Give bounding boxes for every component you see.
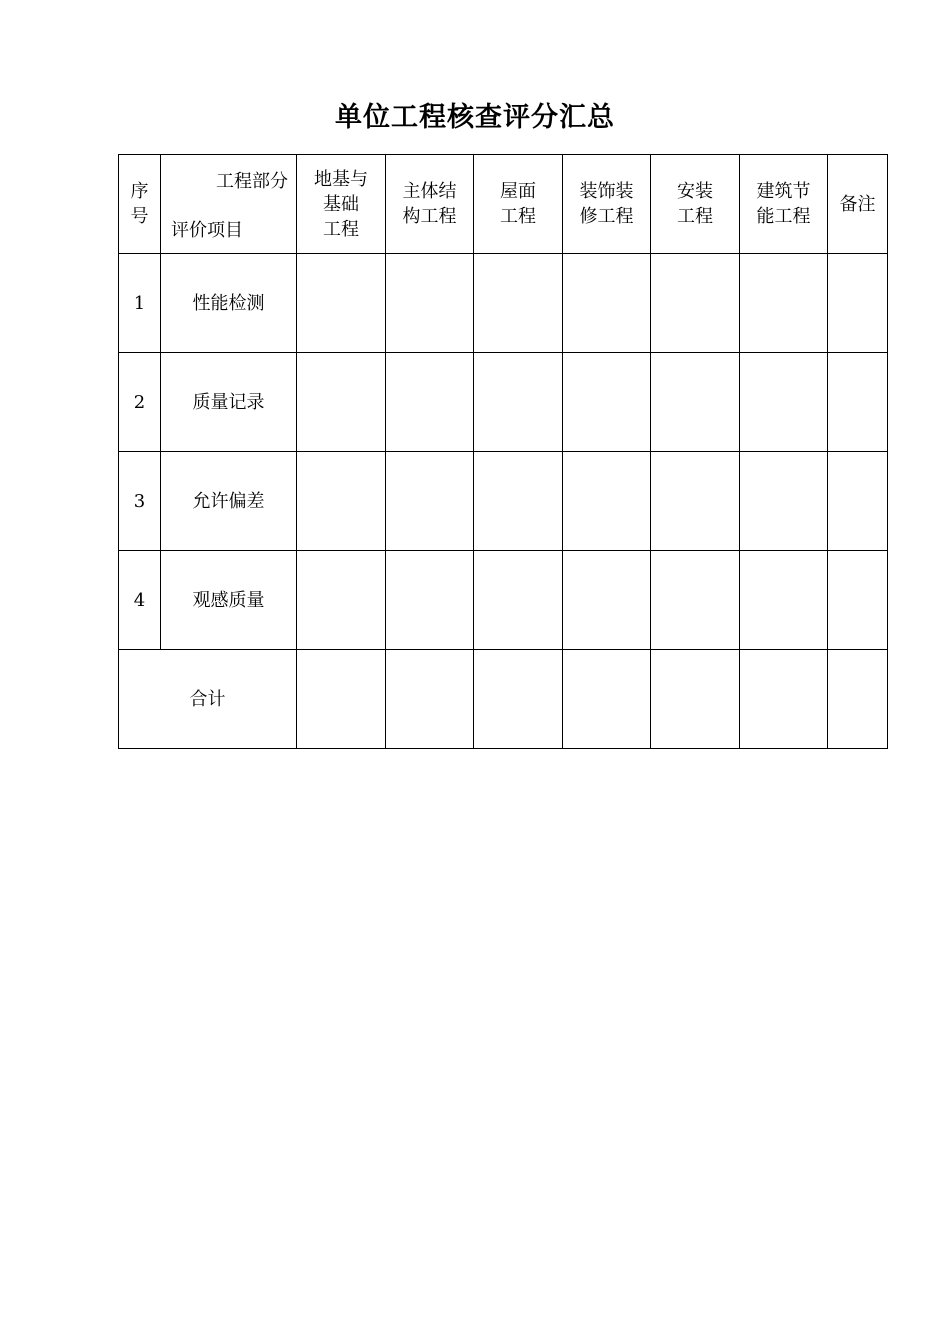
score-cell[interactable] bbox=[297, 452, 386, 551]
table-header-row bbox=[119, 155, 888, 254]
score-cell[interactable] bbox=[386, 452, 474, 551]
remark-cell[interactable] bbox=[828, 353, 888, 452]
total-cell[interactable] bbox=[386, 650, 474, 749]
page-title: 单位工程核查评分汇总 bbox=[335, 102, 615, 133]
score-cell[interactable] bbox=[563, 452, 651, 551]
column-header: 备注 bbox=[828, 155, 888, 254]
score-cell[interactable] bbox=[474, 452, 563, 551]
total-cell[interactable] bbox=[563, 650, 651, 749]
column-header: 装饰装 修工程 bbox=[563, 155, 651, 254]
score-cell[interactable] bbox=[386, 254, 474, 353]
column-header: 安装 工程 bbox=[651, 155, 740, 254]
total-remark-cell[interactable] bbox=[828, 650, 888, 749]
column-header: 建筑节 能工程 bbox=[740, 155, 828, 254]
remark-cell[interactable] bbox=[828, 254, 888, 353]
column-header: 主体结 构工程 bbox=[386, 155, 474, 254]
score-cell[interactable] bbox=[474, 254, 563, 353]
seq-header: 序 号 bbox=[119, 155, 161, 254]
score-summary-table bbox=[118, 154, 888, 749]
row-item: 性能检测 bbox=[161, 254, 297, 353]
score-cell[interactable] bbox=[297, 551, 386, 650]
column-header: 地基与 基础 工程 bbox=[297, 155, 386, 254]
row-item: 允许偏差 bbox=[161, 452, 297, 551]
table-row bbox=[119, 551, 888, 650]
score-cell[interactable] bbox=[651, 452, 740, 551]
score-cell[interactable] bbox=[474, 353, 563, 452]
score-cell[interactable] bbox=[740, 254, 828, 353]
row-number: 4 bbox=[119, 551, 161, 650]
total-cell[interactable] bbox=[297, 650, 386, 749]
table-row bbox=[119, 353, 888, 452]
score-cell[interactable] bbox=[740, 551, 828, 650]
remark-cell[interactable] bbox=[828, 452, 888, 551]
score-cell[interactable] bbox=[651, 353, 740, 452]
row-number: 2 bbox=[119, 353, 161, 452]
row-item: 观感质量 bbox=[161, 551, 297, 650]
score-cell[interactable] bbox=[563, 551, 651, 650]
score-cell[interactable] bbox=[651, 254, 740, 353]
diag-header-bottom: 评价项目 bbox=[171, 220, 243, 241]
total-label: 合计 bbox=[119, 650, 297, 749]
score-cell[interactable] bbox=[386, 551, 474, 650]
score-cell[interactable] bbox=[386, 353, 474, 452]
score-cell[interactable] bbox=[563, 353, 651, 452]
diagonal-header-cell bbox=[161, 155, 297, 254]
score-cell[interactable] bbox=[297, 353, 386, 452]
row-item: 质量记录 bbox=[161, 353, 297, 452]
score-cell[interactable] bbox=[740, 353, 828, 452]
table-row bbox=[119, 254, 888, 353]
score-cell[interactable] bbox=[474, 551, 563, 650]
column-header: 屋面 工程 bbox=[474, 155, 563, 254]
row-number: 1 bbox=[119, 254, 161, 353]
remark-cell[interactable] bbox=[828, 551, 888, 650]
total-cell[interactable] bbox=[474, 650, 563, 749]
score-cell[interactable] bbox=[740, 452, 828, 551]
total-cell[interactable] bbox=[740, 650, 828, 749]
score-cell[interactable] bbox=[297, 254, 386, 353]
score-cell[interactable] bbox=[563, 254, 651, 353]
table-row bbox=[119, 452, 888, 551]
total-cell[interactable] bbox=[651, 650, 740, 749]
diag-header-top: 工程部分 bbox=[216, 171, 288, 192]
row-number: 3 bbox=[119, 452, 161, 551]
total-row bbox=[119, 650, 888, 749]
score-cell[interactable] bbox=[651, 551, 740, 650]
